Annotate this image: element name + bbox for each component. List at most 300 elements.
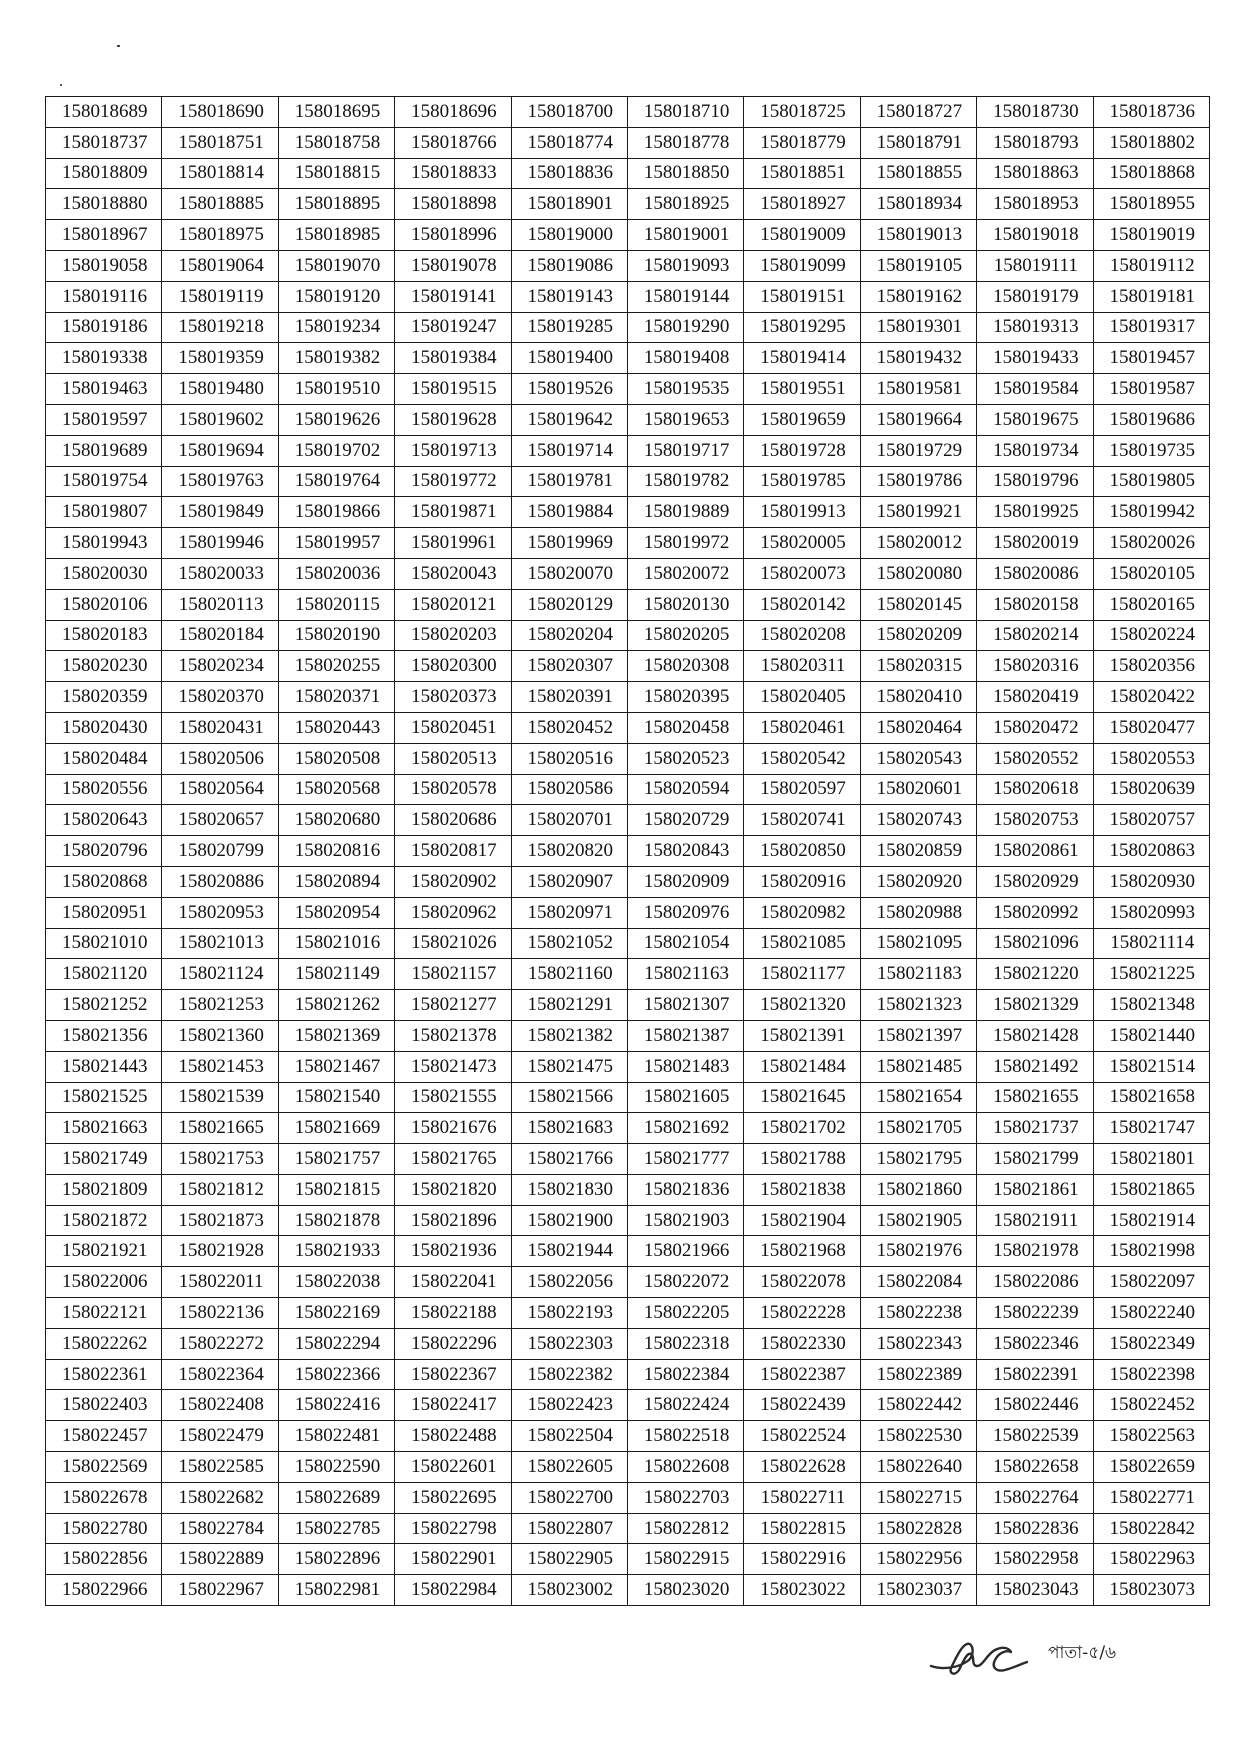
- roll-number-cell: 158019515: [395, 374, 511, 405]
- roll-number-cell: 158022188: [395, 1298, 511, 1329]
- table-row: [46, 836, 1210, 867]
- roll-number-cell: 158020033: [162, 558, 278, 589]
- roll-number-cell: 158021865: [1093, 1174, 1209, 1205]
- roll-number-cell: 158021307: [627, 990, 743, 1021]
- table-row: [46, 866, 1210, 897]
- table-row: [46, 1575, 1210, 1606]
- roll-number-cell: 158020954: [278, 897, 394, 928]
- roll-number-cell: 158019961: [395, 528, 511, 559]
- roll-number-cell: 158018766: [395, 127, 511, 158]
- roll-number-cell: 158020012: [860, 528, 976, 559]
- roll-number-cell: 158019889: [627, 497, 743, 528]
- roll-number-cell: 158020086: [977, 558, 1093, 589]
- table-row: [46, 1421, 1210, 1452]
- roll-number-cell: 158019763: [162, 466, 278, 497]
- roll-number-cell: 158018925: [627, 189, 743, 220]
- roll-number-cell: 158021873: [162, 1205, 278, 1236]
- roll-number-cell: 158020255: [278, 651, 394, 682]
- roll-number-cell: 158021766: [511, 1144, 627, 1175]
- roll-number-cell: 158022318: [627, 1328, 743, 1359]
- roll-number-cell: 158021928: [162, 1236, 278, 1267]
- roll-number-cell: 158019871: [395, 497, 511, 528]
- table-row: [46, 404, 1210, 435]
- roll-number-cell: 158022785: [278, 1513, 394, 1544]
- roll-number-cell: 158021753: [162, 1144, 278, 1175]
- roll-number-cell: 158022901: [395, 1544, 511, 1575]
- roll-number-cell: 158018696: [395, 97, 511, 128]
- roll-number-cell: 158020601: [860, 774, 976, 805]
- roll-number-cell: 158019000: [511, 220, 627, 251]
- roll-number-cell: 158022006: [46, 1267, 162, 1298]
- roll-number-cell: 158018758: [278, 127, 394, 158]
- table-row: [46, 127, 1210, 158]
- roll-number-cell: 158019581: [860, 374, 976, 405]
- roll-number-cell: 158020431: [162, 712, 278, 743]
- roll-number-cell: 158019957: [278, 528, 394, 559]
- roll-number-cell: 158019728: [744, 435, 860, 466]
- roll-number-cell: 158020070: [511, 558, 627, 589]
- roll-number-cell: 158019143: [511, 281, 627, 312]
- roll-number-cell: 158020556: [46, 774, 162, 805]
- roll-number-cell: 158020863: [1093, 836, 1209, 867]
- roll-number-cell: 158020464: [860, 712, 976, 743]
- table-row: [46, 1298, 1210, 1329]
- roll-number-cell: 158020894: [278, 866, 394, 897]
- roll-number-cell: 158018727: [860, 97, 976, 128]
- roll-number-cell: 158018710: [627, 97, 743, 128]
- roll-number-cell: 158019247: [395, 312, 511, 343]
- roll-number-cell: 158021749: [46, 1144, 162, 1175]
- roll-number-cell: 158020205: [627, 620, 743, 651]
- roll-number-cell: 158020506: [162, 743, 278, 774]
- roll-number-cell: 158022605: [511, 1452, 627, 1483]
- roll-number-cell: 158019675: [977, 404, 1093, 435]
- roll-number-cell: 158020484: [46, 743, 162, 774]
- roll-number-cell: 158022272: [162, 1328, 278, 1359]
- roll-number-cell: 158022524: [744, 1421, 860, 1452]
- scan-speck: [117, 45, 120, 47]
- roll-number-cell: 158020005: [744, 528, 860, 559]
- roll-number-cell: 158021830: [511, 1174, 627, 1205]
- roll-number-cell: 158021475: [511, 1051, 627, 1082]
- roll-number-cell: 158020564: [162, 774, 278, 805]
- roll-number-cell: 158021801: [1093, 1144, 1209, 1175]
- roll-number-cell: 158018700: [511, 97, 627, 128]
- roll-number-cell: 158020477: [1093, 712, 1209, 743]
- roll-number-cell: 158022084: [860, 1267, 976, 1298]
- roll-number-cell: 158022828: [860, 1513, 976, 1544]
- roll-number-cell: 158019510: [278, 374, 394, 405]
- roll-number-cell: 158020643: [46, 805, 162, 836]
- roll-number-cell: 158019009: [744, 220, 860, 251]
- roll-number-cell: 158022608: [627, 1452, 743, 1483]
- table-row: [46, 1452, 1210, 1483]
- roll-number-cell: 158023020: [627, 1575, 743, 1606]
- roll-number-cell: 158021440: [1093, 1020, 1209, 1051]
- roll-number-cell: 158019587: [1093, 374, 1209, 405]
- roll-number-cell: 158020183: [46, 620, 162, 651]
- roll-number-cell: 158019702: [278, 435, 394, 466]
- roll-number-cell: 158020680: [278, 805, 394, 836]
- roll-number-cell: 158022457: [46, 1421, 162, 1452]
- roll-number-cell: 158020308: [627, 651, 743, 682]
- roll-number-cell: 158020861: [977, 836, 1093, 867]
- roll-number-cell: 158021809: [46, 1174, 162, 1205]
- roll-number-cell: 158021348: [1093, 990, 1209, 1021]
- roll-number-cell: 158019754: [46, 466, 162, 497]
- roll-number-cell: 158020757: [1093, 805, 1209, 836]
- roll-number-cell: 158019849: [162, 497, 278, 528]
- roll-number-cell: 158020072: [627, 558, 743, 589]
- roll-number-cell: 158020106: [46, 589, 162, 620]
- roll-number-cell: 158021183: [860, 959, 976, 990]
- roll-number-cell: 158021539: [162, 1082, 278, 1113]
- roll-number-cell: 158022958: [977, 1544, 1093, 1575]
- roll-number-cell: 158022398: [1093, 1359, 1209, 1390]
- roll-number-cell: 158022807: [511, 1513, 627, 1544]
- roll-number-cell: 158019313: [977, 312, 1093, 343]
- roll-number-cell: 158021052: [511, 928, 627, 959]
- roll-number-cell: 158019781: [511, 466, 627, 497]
- roll-number-cell: 158022136: [162, 1298, 278, 1329]
- table-row: [46, 1082, 1210, 1113]
- roll-number-cell: 158021467: [278, 1051, 394, 1082]
- roll-number-cell: 158021645: [744, 1082, 860, 1113]
- roll-number-cell: 158020568: [278, 774, 394, 805]
- roll-number-cell: 158019686: [1093, 404, 1209, 435]
- roll-number-cell: 158022389: [860, 1359, 976, 1390]
- roll-number-cell: 158019001: [627, 220, 743, 251]
- table-row: [46, 97, 1210, 128]
- roll-number-cell: 158019969: [511, 528, 627, 559]
- roll-number-cell: 158021252: [46, 990, 162, 1021]
- roll-number-cell: 158020036: [278, 558, 394, 589]
- roll-number-cell: 158021369: [278, 1020, 394, 1051]
- roll-number-cell: 158021838: [744, 1174, 860, 1205]
- table-row: [46, 374, 1210, 405]
- roll-number-cell: 158019433: [977, 343, 1093, 374]
- roll-number-cell: 158020129: [511, 589, 627, 620]
- roll-number-cell: 158021669: [278, 1113, 394, 1144]
- roll-number-cell: 158018895: [278, 189, 394, 220]
- roll-number-cell: 158019119: [162, 281, 278, 312]
- roll-number-cell: 158019602: [162, 404, 278, 435]
- table-row: [46, 589, 1210, 620]
- roll-number-cell: 158023037: [860, 1575, 976, 1606]
- roll-number-cell: 158022384: [627, 1359, 743, 1390]
- roll-number-cell: 158022682: [162, 1482, 278, 1513]
- roll-number-cell: 158020315: [860, 651, 976, 682]
- scan-speck: [60, 84, 62, 86]
- table-row: [46, 281, 1210, 312]
- roll-number-cell: 158019659: [744, 404, 860, 435]
- roll-number-cell: 158019019: [1093, 220, 1209, 251]
- roll-number-cell: 158021428: [977, 1020, 1093, 1051]
- roll-number-cell: 158020371: [278, 682, 394, 713]
- roll-number-cell: 158018751: [162, 127, 278, 158]
- roll-number-cell: 158019141: [395, 281, 511, 312]
- roll-number-cell: 158022889: [162, 1544, 278, 1575]
- roll-number-cell: 158019384: [395, 343, 511, 374]
- roll-number-cell: 158019120: [278, 281, 394, 312]
- table-row: [46, 1267, 1210, 1298]
- roll-number-cell: 158022689: [278, 1482, 394, 1513]
- roll-number-cell: 158019653: [627, 404, 743, 435]
- roll-number-cell: 158022539: [977, 1421, 1093, 1452]
- roll-number-cell: 158020419: [977, 682, 1093, 713]
- roll-number-cell: 158018934: [860, 189, 976, 220]
- roll-number-cell: 158022423: [511, 1390, 627, 1421]
- roll-number-cell: 158020743: [860, 805, 976, 836]
- roll-number-cell: 158020019: [977, 528, 1093, 559]
- roll-number-cell: 158020373: [395, 682, 511, 713]
- table-row: [46, 1144, 1210, 1175]
- roll-number-cell: 158020508: [278, 743, 394, 774]
- roll-number-cell: 158022387: [744, 1359, 860, 1390]
- roll-number-cell: 158018975: [162, 220, 278, 251]
- roll-number-cell: 158020799: [162, 836, 278, 867]
- roll-number-cell: 158020224: [1093, 620, 1209, 651]
- roll-number-cell: 158018985: [278, 220, 394, 251]
- roll-number-cell: 158022703: [627, 1482, 743, 1513]
- roll-number-cell: 158019796: [977, 466, 1093, 497]
- roll-number-cell: 158022700: [511, 1482, 627, 1513]
- roll-number-cell: 158019400: [511, 343, 627, 374]
- roll-number-cell: 158018855: [860, 158, 976, 189]
- roll-number-cell: 158021705: [860, 1113, 976, 1144]
- roll-number-cell: 158021921: [46, 1236, 162, 1267]
- roll-number-cell: 158020030: [46, 558, 162, 589]
- roll-number-cell: 158021905: [860, 1205, 976, 1236]
- roll-number-cell: 158018851: [744, 158, 860, 189]
- roll-number-cell: 158020586: [511, 774, 627, 805]
- roll-number-cell: 158022364: [162, 1359, 278, 1390]
- roll-number-cell: 158021692: [627, 1113, 743, 1144]
- roll-number-cell: 158020741: [744, 805, 860, 836]
- roll-number-cell: 158022303: [511, 1328, 627, 1359]
- roll-number-cell: 158021663: [46, 1113, 162, 1144]
- table-row: [46, 466, 1210, 497]
- roll-number-cell: 158019526: [511, 374, 627, 405]
- roll-number-cell: 158022481: [278, 1421, 394, 1452]
- roll-number-cell: 158020594: [627, 774, 743, 805]
- roll-number-cell: 158019480: [162, 374, 278, 405]
- roll-number-cell: 158018996: [395, 220, 511, 251]
- roll-number-cell: 158020209: [860, 620, 976, 651]
- roll-number-cell: 158018793: [977, 127, 1093, 158]
- roll-number-cell: 158020542: [744, 743, 860, 774]
- roll-number-cell: 158019179: [977, 281, 1093, 312]
- roll-number-cell: 158020982: [744, 897, 860, 928]
- roll-number-cell: 158020184: [162, 620, 278, 651]
- roll-number-cell: 158022238: [860, 1298, 976, 1329]
- roll-number-cell: 158021900: [511, 1205, 627, 1236]
- roll-number-cell: 158020516: [511, 743, 627, 774]
- roll-number-cell: 158022842: [1093, 1513, 1209, 1544]
- roll-number-cell: 158021655: [977, 1082, 1093, 1113]
- roll-number-cell: 158022715: [860, 1482, 976, 1513]
- roll-number-cell: 158019805: [1093, 466, 1209, 497]
- roll-number-cell: 158021555: [395, 1082, 511, 1113]
- roll-number-cell: 158022784: [162, 1513, 278, 1544]
- roll-number-cell: 158021323: [860, 990, 976, 1021]
- roll-number-cell: 158021473: [395, 1051, 511, 1082]
- roll-number-cell: 158019018: [977, 220, 1093, 251]
- roll-number-cell: 158022346: [977, 1328, 1093, 1359]
- roll-number-cell: 158022798: [395, 1513, 511, 1544]
- roll-number-cell: 158019782: [627, 466, 743, 497]
- table-row: [46, 158, 1210, 189]
- roll-number-cell: 158020953: [162, 897, 278, 928]
- roll-number-cell: 158021665: [162, 1113, 278, 1144]
- roll-number-cell: 158020443: [278, 712, 394, 743]
- roll-number-cell: 158021765: [395, 1144, 511, 1175]
- roll-number-cell: 158020165: [1093, 589, 1209, 620]
- roll-number-cell: 158021360: [162, 1020, 278, 1051]
- roll-number-cell: 158021914: [1093, 1205, 1209, 1236]
- roll-number-cell: 158019116: [46, 281, 162, 312]
- roll-number-cell: 158021658: [1093, 1082, 1209, 1113]
- roll-number-cell: 158022563: [1093, 1421, 1209, 1452]
- table-row: [46, 1051, 1210, 1082]
- roll-number-cell: 158021387: [627, 1020, 743, 1051]
- roll-number-cell: 158019785: [744, 466, 860, 497]
- roll-number-cell: 158019013: [860, 220, 976, 251]
- roll-number-cell: 158022695: [395, 1482, 511, 1513]
- roll-number-cell: 158021149: [278, 959, 394, 990]
- roll-number-cell: 158020208: [744, 620, 860, 651]
- roll-number-cell: 158021860: [860, 1174, 976, 1205]
- roll-number-cell: 158020930: [1093, 866, 1209, 897]
- table-row: [46, 928, 1210, 959]
- roll-number-cell: 158020451: [395, 712, 511, 743]
- roll-number-cell: 158019642: [511, 404, 627, 435]
- roll-number-cell: 158019921: [860, 497, 976, 528]
- roll-number-cell: 158021443: [46, 1051, 162, 1082]
- roll-number-cell: 158020639: [1093, 774, 1209, 805]
- roll-number-cell: 158022442: [860, 1390, 976, 1421]
- roll-number-cell: 158019414: [744, 343, 860, 374]
- roll-number-cell: 158021976: [860, 1236, 976, 1267]
- roll-number-cell: 158022896: [278, 1544, 394, 1575]
- roll-number-cell: 158021492: [977, 1051, 1093, 1082]
- roll-number-cell: 158018695: [278, 97, 394, 128]
- roll-number-cell: 158018927: [744, 189, 860, 220]
- roll-number-cell: 158022038: [278, 1267, 394, 1298]
- roll-number-cell: 158021968: [744, 1236, 860, 1267]
- roll-number-cell: 158021896: [395, 1205, 511, 1236]
- table-row: [46, 1390, 1210, 1421]
- roll-number-cell: 158019382: [278, 343, 394, 374]
- table-row: [46, 805, 1210, 836]
- roll-number-cell: 158020916: [744, 866, 860, 897]
- roll-number-cell: 158021998: [1093, 1236, 1209, 1267]
- roll-number-cell: 158019913: [744, 497, 860, 528]
- roll-number-cell: 158022382: [511, 1359, 627, 1390]
- roll-number-cell: 158019186: [46, 312, 162, 343]
- roll-number-cell: 158020113: [162, 589, 278, 620]
- roll-number-cell: 158021566: [511, 1082, 627, 1113]
- roll-number-cell: 158020796: [46, 836, 162, 867]
- roll-number-cell: 158021702: [744, 1113, 860, 1144]
- roll-number-cell: 158022967: [162, 1575, 278, 1606]
- roll-number-cell: 158021010: [46, 928, 162, 959]
- roll-number-cell: 158019285: [511, 312, 627, 343]
- roll-number-cell: 158021836: [627, 1174, 743, 1205]
- roll-number-cell: 158022240: [1093, 1298, 1209, 1329]
- roll-number-cell: 158021163: [627, 959, 743, 990]
- roll-number-cell: 158020359: [46, 682, 162, 713]
- roll-number-cell: 158020929: [977, 866, 1093, 897]
- roll-number-cell: 158021676: [395, 1113, 511, 1144]
- roll-number-cell: 158022439: [744, 1390, 860, 1421]
- roll-number-cell: 158021157: [395, 959, 511, 990]
- signature-icon: [925, 1630, 1035, 1680]
- roll-number-cell: 158019772: [395, 466, 511, 497]
- roll-number-cell: 158018778: [627, 127, 743, 158]
- roll-number-cell: 158021799: [977, 1144, 1093, 1175]
- table-row: [46, 1205, 1210, 1236]
- roll-number-cell: 158021795: [860, 1144, 976, 1175]
- roll-number-cell: 158018901: [511, 189, 627, 220]
- roll-number-cell: 158020121: [395, 589, 511, 620]
- roll-number-cell: 158020142: [744, 589, 860, 620]
- table-body: [46, 97, 1210, 1606]
- roll-number-cell: 158018955: [1093, 189, 1209, 220]
- roll-number-cell: 158023043: [977, 1575, 1093, 1606]
- roll-number-cell: 158020971: [511, 897, 627, 928]
- roll-number-cell: 158019786: [860, 466, 976, 497]
- roll-number-cell: 158022812: [627, 1513, 743, 1544]
- roll-number-cell: 158020868: [46, 866, 162, 897]
- roll-number-cell: 158020820: [511, 836, 627, 867]
- roll-number-cell: 158019734: [977, 435, 1093, 466]
- roll-number-cell: 158022078: [744, 1267, 860, 1298]
- roll-number-cell: 158019664: [860, 404, 976, 435]
- roll-number-cell: 158019457: [1093, 343, 1209, 374]
- roll-number-cell: 158022011: [162, 1267, 278, 1298]
- roll-number-cell: 158020578: [395, 774, 511, 805]
- roll-number-cell: 158019866: [278, 497, 394, 528]
- roll-number-cell: 158019359: [162, 343, 278, 374]
- roll-number-cell: 158021815: [278, 1174, 394, 1205]
- roll-number-cell: 158022056: [511, 1267, 627, 1298]
- roll-number-cell: 158020410: [860, 682, 976, 713]
- roll-number-cell: 158020452: [511, 712, 627, 743]
- roll-number-cell: 158022585: [162, 1452, 278, 1483]
- roll-number-cell: 158022764: [977, 1482, 1093, 1513]
- table-row: [46, 774, 1210, 805]
- roll-number-cell: 158021904: [744, 1205, 860, 1236]
- roll-number-cell: 158020158: [977, 589, 1093, 620]
- roll-number-cell: 158019807: [46, 497, 162, 528]
- roll-number-cell: 158020230: [46, 651, 162, 682]
- roll-number-cell: 158020886: [162, 866, 278, 897]
- roll-number-cell: 158020203: [395, 620, 511, 651]
- roll-number-cell: 158018814: [162, 158, 278, 189]
- table-row: [46, 897, 1210, 928]
- roll-number-cell: 158019162: [860, 281, 976, 312]
- roll-number-cell: 158021085: [744, 928, 860, 959]
- roll-number-cell: 158020988: [860, 897, 976, 928]
- roll-number-cell: 158022916: [744, 1544, 860, 1575]
- roll-number-cell: 158019093: [627, 250, 743, 281]
- roll-number-cell: 158019086: [511, 250, 627, 281]
- roll-number-cell: 158020105: [1093, 558, 1209, 589]
- roll-number-cell: 158020962: [395, 897, 511, 928]
- roll-number-cell: 158019946: [162, 528, 278, 559]
- table-row: [46, 312, 1210, 343]
